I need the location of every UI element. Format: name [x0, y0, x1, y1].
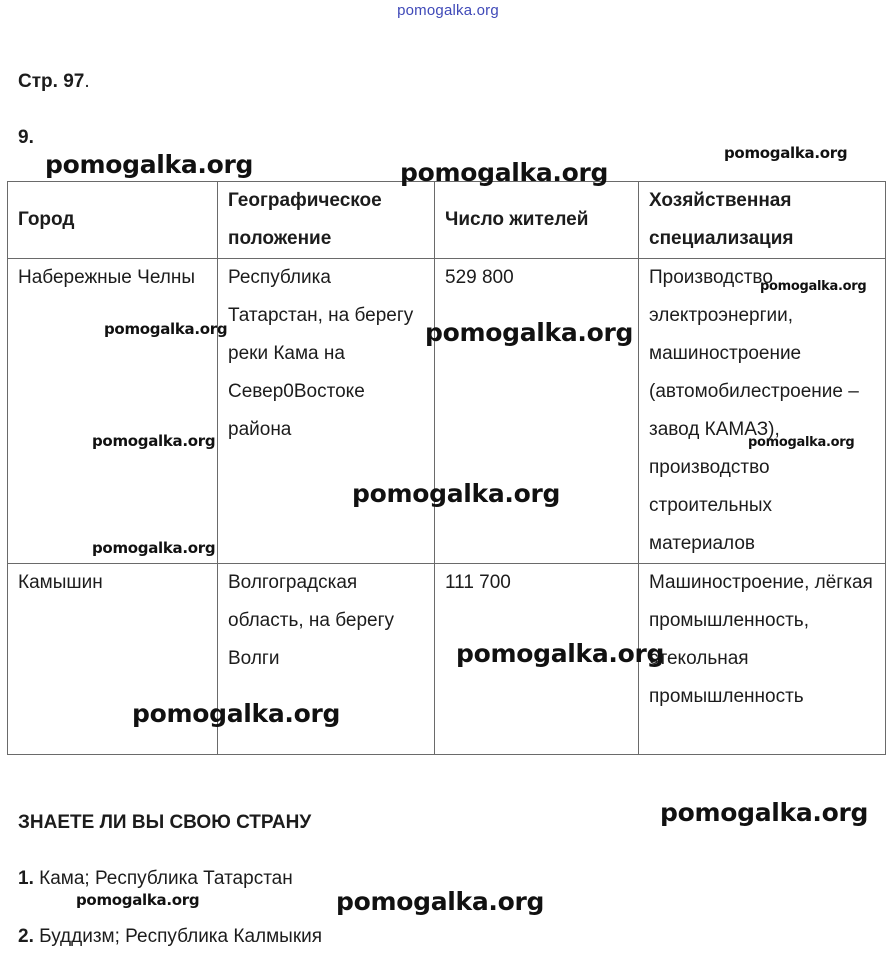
table-row [8, 259, 886, 564]
answer-text: Кама; Республика Татарстан [33, 868, 293, 889]
watermark-logo: pomogalka.org [132, 699, 341, 728]
task-number: 9. [18, 127, 34, 148]
cell-city: Камышин [8, 564, 218, 755]
watermark-logo: pomogalka.org [92, 432, 216, 450]
cell-specialization: Производство электроэнергии, машиностроение (автомобилестроение – завод КАМАЗ), производство строительных материалов [639, 259, 886, 564]
answer-text: Буддизм; Республика Калмыкия [33, 926, 323, 947]
cell-specialization: Машиностроение, лёгкая промышленность, стекольная промышленность [639, 564, 886, 755]
page-reference-label: Стр. 97 [18, 71, 85, 92]
header-watermark: pomogalka.org [397, 2, 499, 19]
header-city: Город [8, 182, 218, 259]
cell-location: Волгоградская область, на берегу Волги [218, 564, 435, 755]
answer-number: 2. [18, 926, 34, 947]
watermark-logo: pomogalka.org [748, 435, 855, 450]
header-location: Географическое положение [218, 182, 435, 259]
watermark-logo: pomogalka.org [425, 318, 634, 347]
watermark-logo: pomogalka.org [45, 150, 254, 179]
watermark-logo: pomogalka.org [92, 539, 216, 557]
watermark-logo: pomogalka.org [660, 798, 869, 827]
watermark-logo: pomogalka.org [104, 320, 228, 338]
header-population: Число жителей [435, 182, 639, 259]
watermark-logo: pomogalka.org [352, 479, 561, 508]
watermark-logo: pomogalka.org [76, 891, 200, 909]
header-specialization: Хозяйственная специализация [639, 182, 886, 259]
cell-location: Республика Татарстан, на берегу реки Кама на Север0Востоке района [218, 259, 435, 564]
page-reference [18, 71, 90, 93]
cell-population: 111 700 [435, 564, 639, 755]
answer-item [18, 868, 293, 890]
watermark-logo: pomogalka.org [724, 144, 848, 162]
answer-item [18, 926, 322, 948]
watermark-logo: pomogalka.org [456, 639, 665, 668]
watermark-logo: pomogalka.org [400, 158, 609, 187]
watermark-logo: pomogalka.org [760, 279, 867, 294]
page-reference-dot: . [84, 71, 90, 92]
answer-number: 1. [18, 868, 34, 889]
table-row [8, 564, 886, 755]
table-header-row [8, 182, 886, 259]
section-title: ЗНАЕТЕ ЛИ ВЫ СВОЮ СТРАНУ [18, 812, 312, 833]
cell-population: 529 800 [435, 259, 639, 564]
cell-city: Набережные Челны [8, 259, 218, 564]
watermark-logo: pomogalka.org [336, 887, 545, 916]
cities-table [7, 181, 886, 755]
